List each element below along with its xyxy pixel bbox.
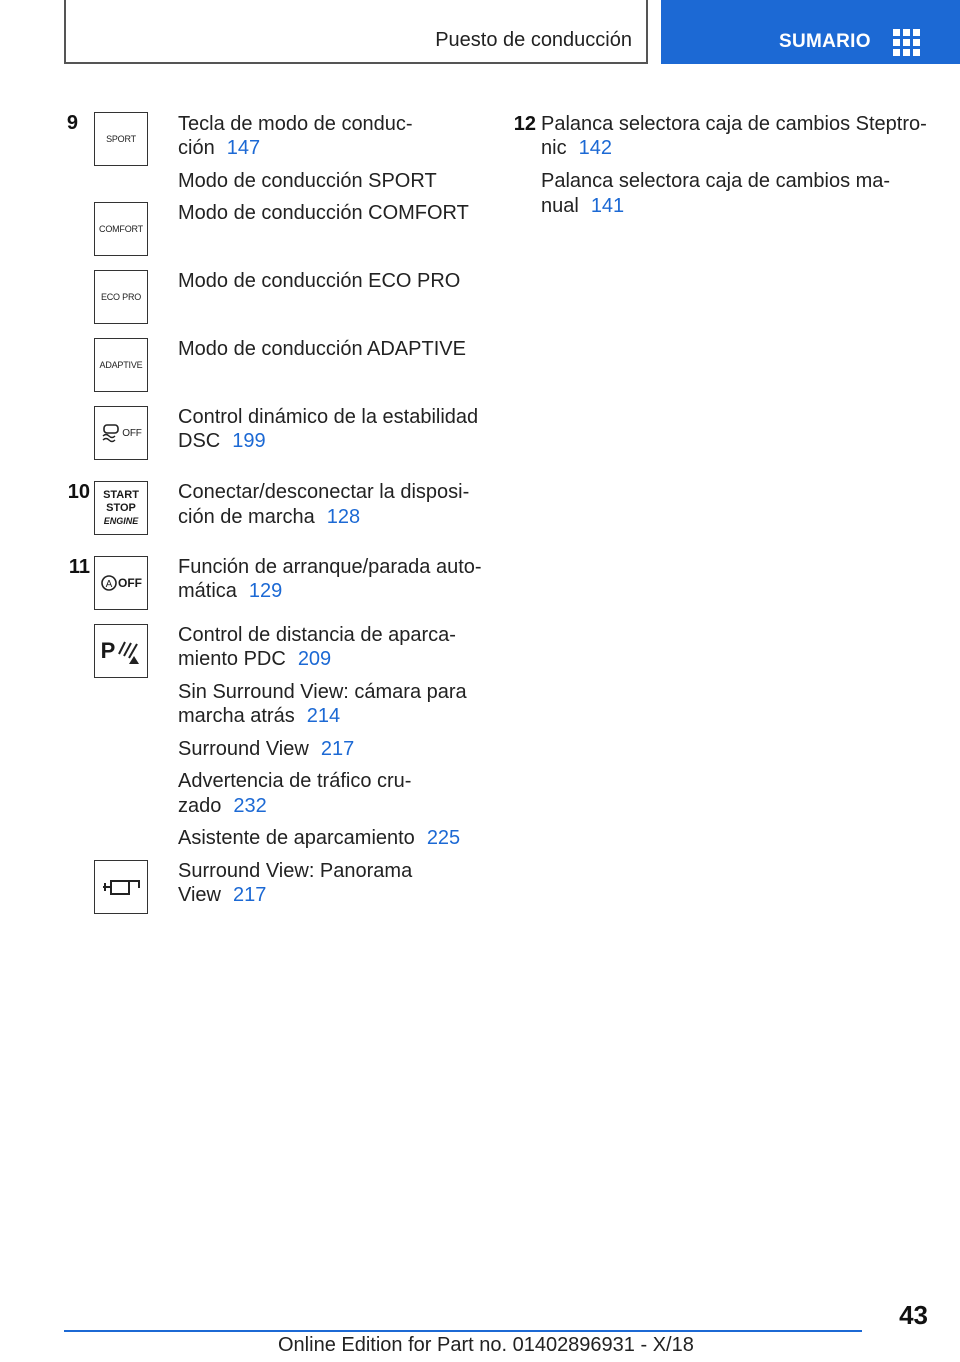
entry-11-line-2	[178, 580, 282, 603]
entry-number-9: 9	[66, 112, 78, 134]
page-ref-link[interactable]: 232	[233, 795, 267, 817]
page-ref-link[interactable]: 225	[426, 827, 461, 849]
page-ref-link[interactable]: 147	[226, 137, 261, 159]
entry-number-10: 10	[67, 481, 90, 503]
start-stop-button-icon	[94, 481, 148, 535]
panorama-line-2	[178, 884, 266, 907]
cross-traffic-text: zado	[178, 795, 222, 817]
entry-9-title-line-2	[178, 137, 260, 160]
comfort-button-icon	[94, 202, 148, 256]
adaptive-button-icon	[94, 338, 148, 392]
surround-view-text: Surround View	[178, 738, 309, 760]
dsc-off-icon	[94, 406, 148, 460]
page-title: Puesto de conducción	[435, 29, 632, 51]
parking-assistant-text: Asistente de aparcamiento	[178, 827, 415, 849]
entry-12-line-1: Palanca selectora caja de cambios Steptro-	[541, 113, 927, 135]
entry-number-12: 12	[513, 113, 536, 135]
auto-a-icon	[100, 574, 118, 592]
entry-12-line-3: Palanca selectora caja de cambios ma-	[541, 170, 891, 192]
page-number: 43	[899, 1300, 928, 1330]
ecopro-icon-label: ECO PRO	[100, 292, 142, 302]
dsc-line-2	[178, 430, 266, 453]
grid-menu-icon	[893, 29, 921, 55]
auto-off-label: OFF	[118, 576, 142, 590]
sport-button-icon	[94, 112, 148, 166]
rear-camera-line-2	[178, 705, 340, 728]
ecopro-button-icon	[94, 270, 148, 324]
svg-text:A: A	[105, 579, 113, 590]
parking-assistant-line	[178, 827, 460, 850]
rear-camera-line-1: Sin Surround View: cámara para	[178, 681, 467, 703]
rear-camera-text: marcha atrás	[178, 705, 295, 727]
panorama-view-button-icon	[94, 860, 148, 914]
entry-11-text: mática	[178, 580, 237, 602]
page-ref-link[interactable]: 128	[326, 506, 361, 528]
sport-mode-text: Modo de conducción SPORT	[178, 170, 437, 192]
entry-12-line-2	[541, 137, 612, 160]
panorama-line-1: Surround View: Panorama	[178, 860, 413, 882]
entry-10-line-2	[178, 506, 360, 529]
entry-12-text-2: nual	[541, 195, 579, 217]
cross-traffic-line-2	[178, 795, 267, 818]
page-ref-link[interactable]: 141	[590, 195, 625, 217]
pdc-line-2	[178, 648, 331, 671]
dsc-icon-label: OFF	[122, 427, 142, 439]
entry-10-line-1: Conectar/desconectar la disposi-	[178, 481, 470, 503]
entry-11-line-1: Función de arranque/parada auto-	[178, 556, 482, 578]
adaptive-mode-text: Modo de conducción ADAPTIVE	[178, 338, 466, 360]
page-ref-link[interactable]: 142	[578, 137, 612, 159]
entry-number-11: 11	[68, 556, 90, 578]
panorama-camera-icon	[101, 875, 141, 899]
entry-9-title-line-1: Tecla de modo de conduc-	[178, 113, 413, 135]
comfort-mode-text: Modo de conducción COMFORT	[178, 202, 469, 224]
footer-divider	[64, 1330, 862, 1332]
panorama-text: View	[178, 884, 221, 906]
page-ref-link[interactable]: 209	[297, 648, 332, 670]
sumario-button[interactable]	[661, 0, 960, 64]
header-bar	[64, 0, 648, 64]
page-ref-link[interactable]: 129	[248, 580, 283, 602]
surround-view-line	[178, 738, 354, 761]
cross-traffic-line-1: Advertencia de tráfico cru-	[178, 770, 412, 792]
entry-12-text-1: nic	[541, 137, 567, 159]
entry-10-text: ción de marcha	[178, 506, 315, 528]
ecopro-mode-text: Modo de conducción ECO PRO	[178, 270, 461, 292]
page-ref-link[interactable]: 214	[306, 705, 341, 727]
dsc-line-1: Control dinámico de la estabilidad	[178, 406, 479, 428]
dsc-text: DSC	[178, 430, 221, 452]
sport-icon-label: SPORT	[106, 134, 136, 144]
start-label: START	[103, 488, 139, 501]
page-ref-link[interactable]: 217	[320, 738, 355, 760]
page-ref-link[interactable]: 217	[233, 884, 267, 906]
entry-9-title-text: ción	[178, 137, 215, 159]
entry-12-line-4	[541, 195, 624, 218]
edition-footer: Online Edition for Part no. 01402896931 - X/18	[278, 1334, 694, 1356]
sumario-label: SUMARIO	[779, 31, 871, 52]
stop-label: STOP	[106, 501, 136, 514]
pdc-text: miento PDC	[178, 648, 286, 670]
pdc-button-icon	[94, 624, 148, 678]
page-ref-link[interactable]: 199	[232, 430, 266, 452]
adaptive-icon-label: ADAPTIVE	[99, 360, 143, 370]
auto-start-stop-off-icon	[94, 556, 148, 610]
pdc-line-1: Control de distancia de aparca-	[178, 624, 456, 646]
engine-label: ENGINE	[103, 515, 139, 526]
parking-sensor-icon	[117, 636, 141, 666]
skid-car-icon	[100, 422, 122, 444]
pdc-icon-label: P	[100, 638, 116, 663]
comfort-icon-label: COMFORT	[99, 224, 143, 234]
